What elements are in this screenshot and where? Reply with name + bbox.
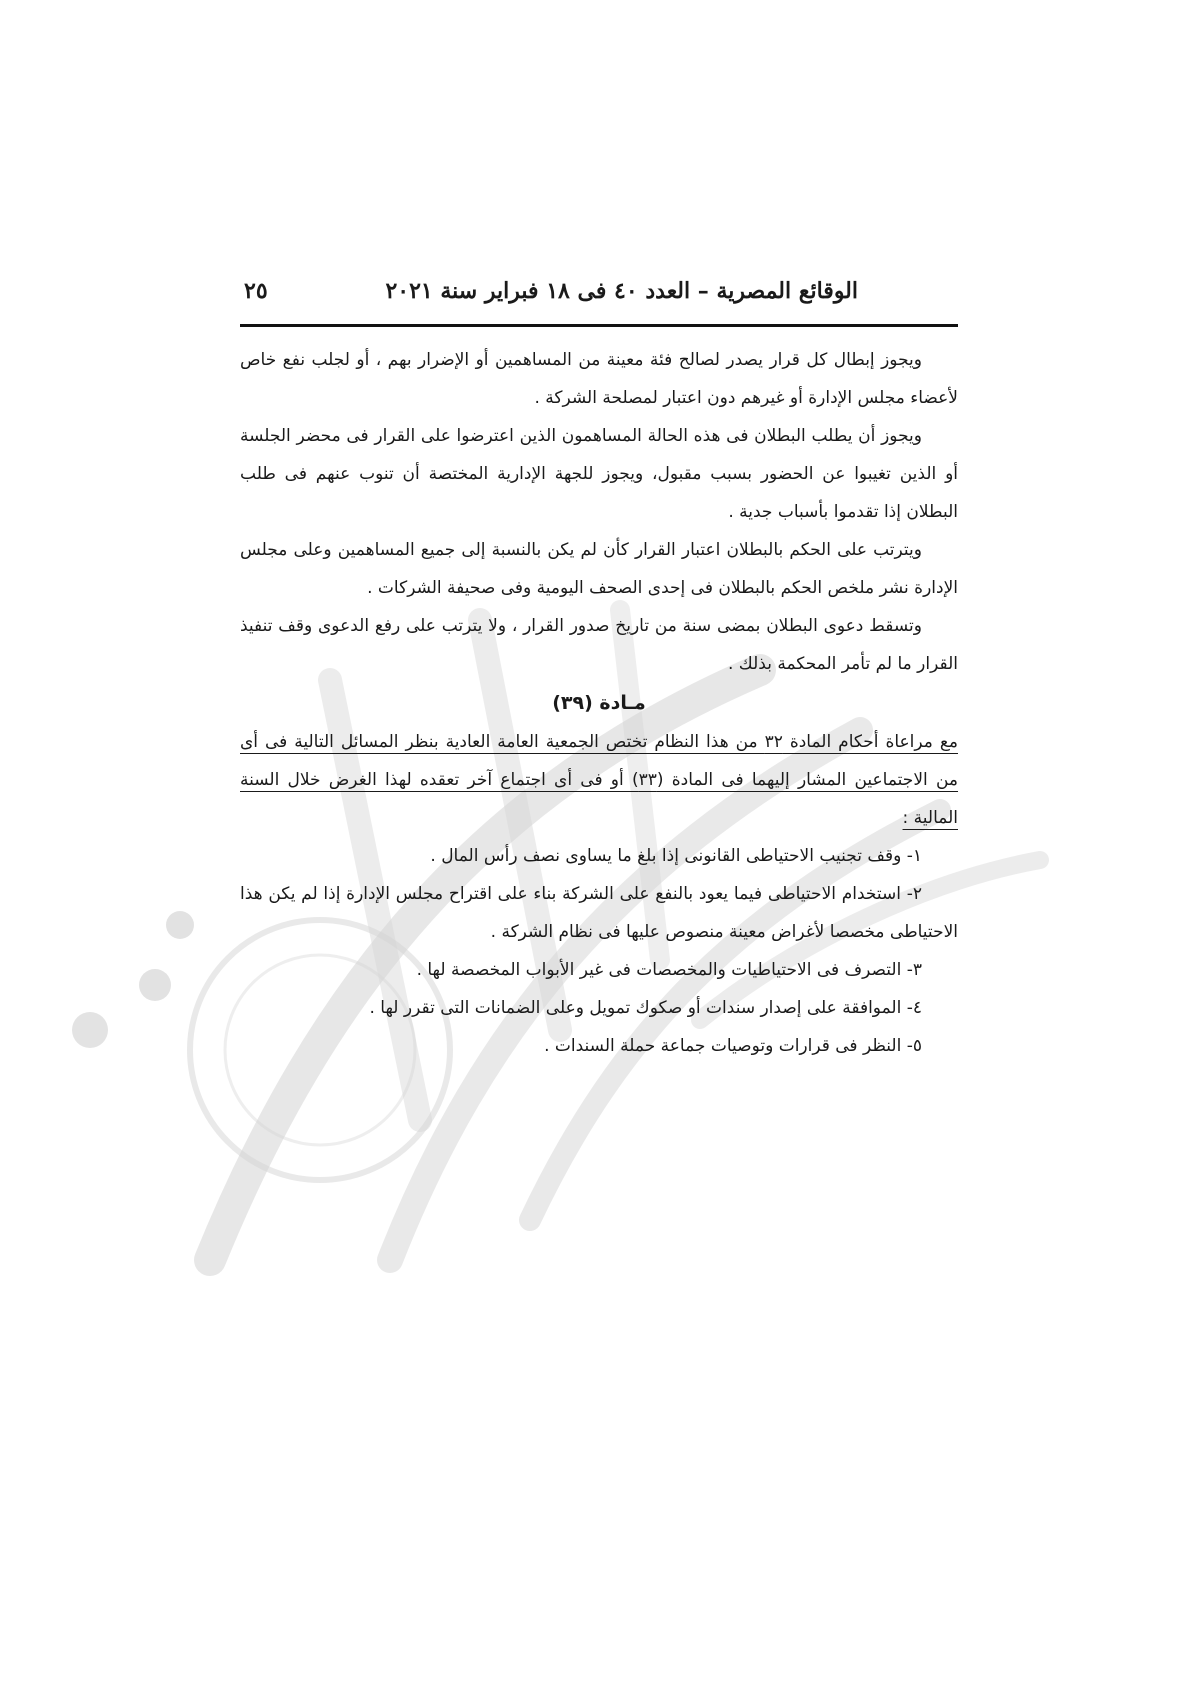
- paragraph: ويترتب على الحكم بالبطلان اعتبار القرار كأن لم يكن بالنسبة إلى جميع المساهمين وعلى مجلس الإدارة نشر ملخص الحكم بالبطلان فى إحدى الصحف اليومية وفى صحيفة الشركات .: [240, 540, 958, 598]
- paragraph: وتسقط دعوى البطلان بمضى سنة من تاريخ صدور القرار ، ولا يترتب على رفع الدعوى وقف تنفيذ القرار ما لم تأمر المحكمة بذلك .: [240, 616, 958, 674]
- article-intro: مع مراعاة أحكام المادة ٣٢ من هذا النظام تختص الجمعية العامة العادية بنظر المسائل التالية فى أى من الاجتماعين المشار إليهما فى المادة (٣٣) أو فى أى اجتماع آخر تعقده لهذا الغرض خلال السنة المالية :: [240, 732, 959, 828]
- paragraph: ويجوز أن يطلب البطلان فى هذه الحالة المساهمون الذين اعترضوا على القرار فى محضر الجلسة أو الذين تغيبوا عن الحضور بسبب مقبول، ويجوز للجهة الإدارية المختصة أن تنوب عنهم فى طلب البطلان إذا تقدموا بأسباب جدية .: [240, 426, 958, 522]
- article-title: مـادة (٣٩): [552, 692, 646, 714]
- document-page: [240, 270, 958, 1065]
- document-body: [240, 341, 958, 1065]
- list-item: ٢- استخدام الاحتياطى فيما يعود بالنفع على الشركة بناء على اقتراح مجلس الإدارة إذا لم يكن هذا الاحتياطى مخصصا لأغراض معينة منصوص عليها فى نظام الشركة .: [240, 884, 958, 942]
- list-item: ٣- التصرف فى الاحتياطيات والمخصصات فى غير الأبواب المخصصة لها .: [416, 960, 922, 980]
- list-item: ١- وقف تجنيب الاحتياطى القانونى إذا بلغ ما يساوى نصف رأس المال .: [430, 846, 922, 866]
- list-item: ٤- الموافقة على إصدار سندات أو صكوك تمويل وعلى الضمانات التى تقرر لها .: [369, 998, 922, 1018]
- list-item: ٥- النظر فى قرارات وتوصيات جماعة حملة السندات .: [544, 1036, 922, 1056]
- paragraph: ويجوز إبطال كل قرار يصدر لصالح فئة معينة من المساهمين أو الإضرار بهم ، أو لجلب نفع خاص لأعضاء مجلس الإدارة أو غيرهم دون اعتبار لمصلحة الشركة .: [240, 350, 958, 408]
- gazette-title: الوقائع المصرية – العدد ٤٠ فى ١٨ فبراير سنة ٢٠٢١: [385, 278, 858, 304]
- page-number: ٢٥: [244, 278, 268, 304]
- page-header: [240, 270, 958, 327]
